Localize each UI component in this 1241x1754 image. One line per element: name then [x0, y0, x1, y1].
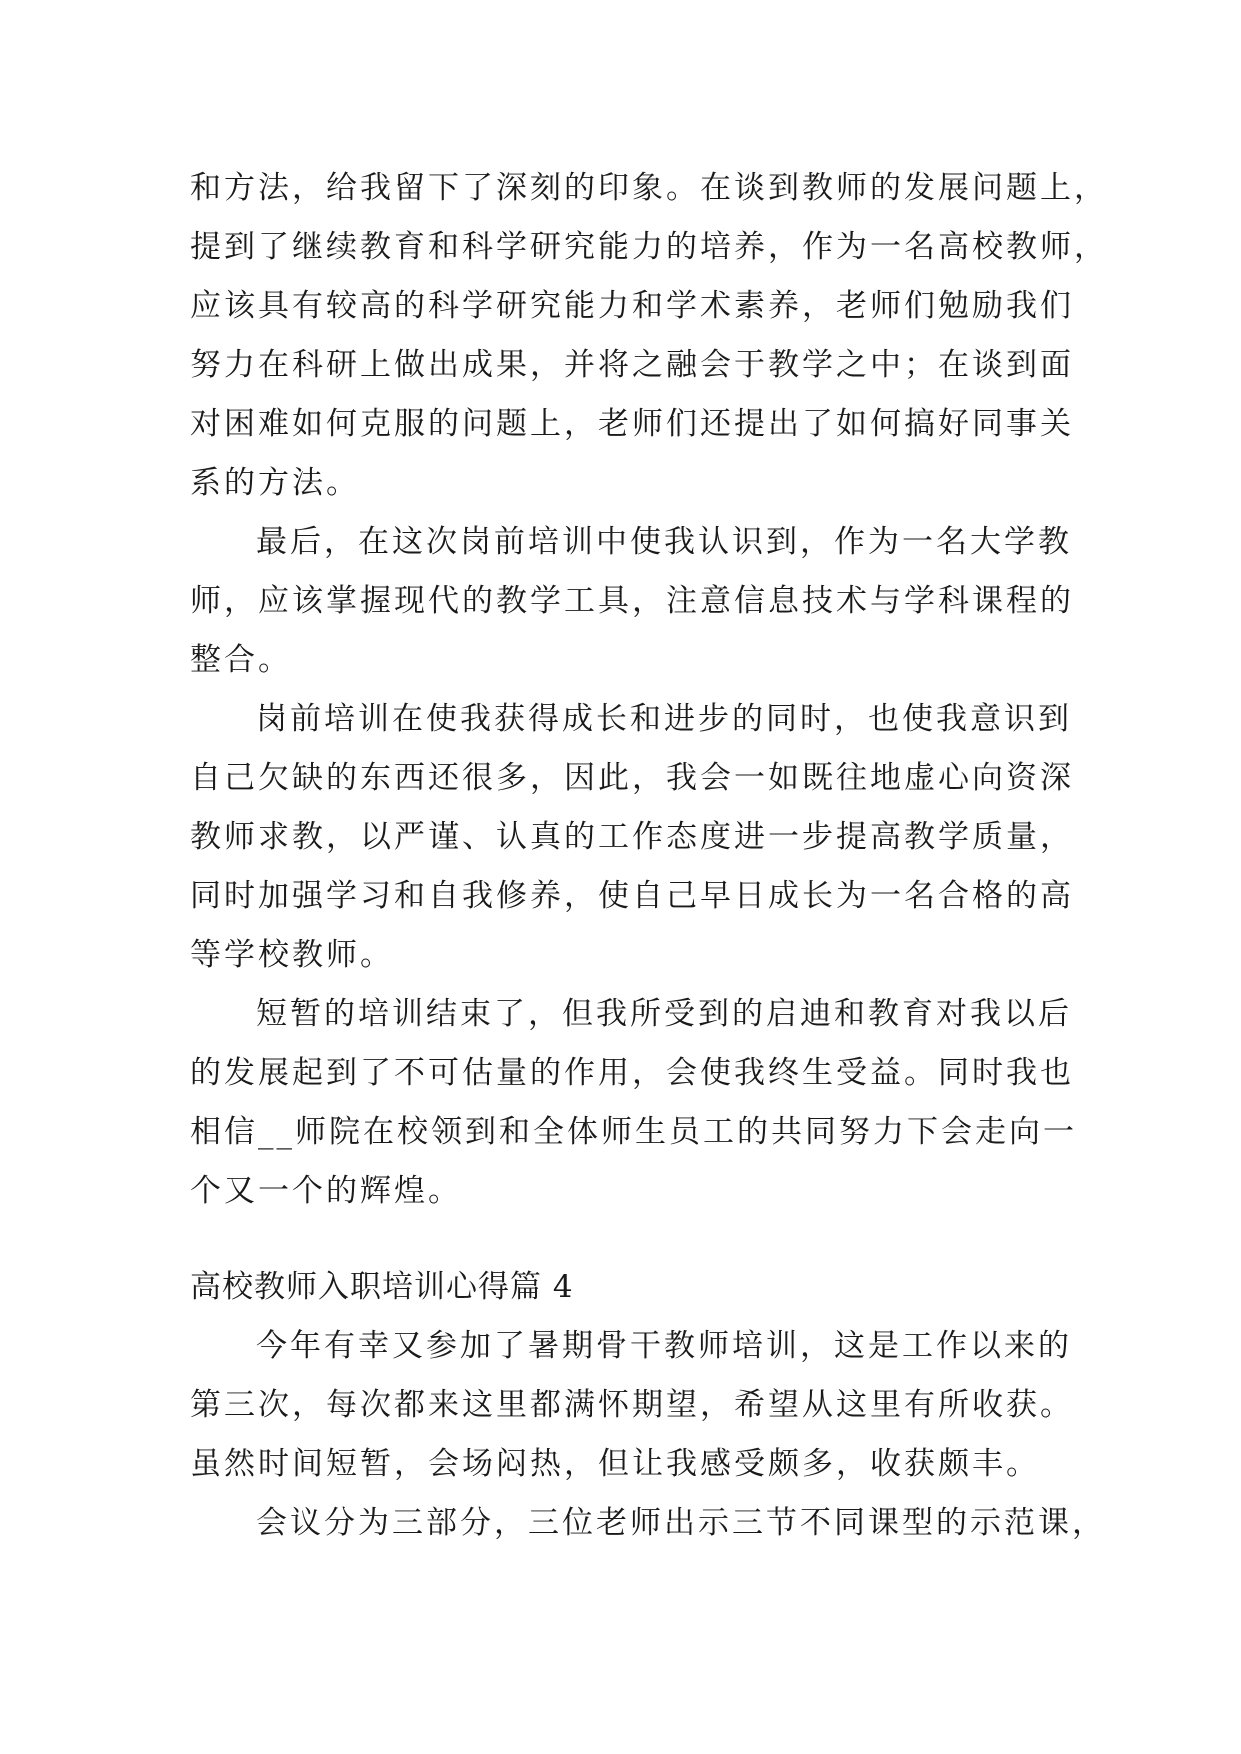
text-line: 对困难如何克服的问题上，老师们还提出了如何搞好同事关: [190, 406, 1074, 442]
paragraph-start-line: 今年有幸又参加了暑期骨干教师培训，这是工作以来的: [256, 1328, 1072, 1364]
section-heading: 高校教师入职培训心得篇 4: [190, 1269, 574, 1305]
paragraph-start-line: 最后，在这次岗前培训中使我认识到，作为一名大学教: [256, 524, 1072, 560]
text-line: 的发展起到了不可估量的作用，会使我终生受益。同时我也: [190, 1055, 1074, 1091]
text-line: 努力在科研上做出成果，并将之融会于教学之中；在谈到面: [190, 347, 1074, 383]
text-line: 第三次，每次都来这里都满怀期望，希望从这里有所收获。: [190, 1387, 1074, 1423]
text-line: 提到了继续教育和科学研究能力的培养，作为一名高校教师，: [190, 229, 1108, 265]
text-line: 等学校教师。: [190, 937, 394, 973]
text-line: 整合。: [190, 642, 292, 678]
text-line: 虽然时间短暂，会场闷热，但让我感受颇多，收获颇丰。: [190, 1446, 1040, 1482]
text-line: 同时加强学习和自我修养，使自己早日成长为一名合格的高: [190, 878, 1074, 914]
text-line: 和方法，给我留下了深刻的印象。在谈到教师的发展问题上，: [190, 170, 1108, 206]
text-line: 应该具有较高的科学研究能力和学术素养，老师们勉励我们: [190, 288, 1074, 324]
text-line: 个又一个的辉煌。: [190, 1173, 462, 1209]
text-line: 相信__师院在校领到和全体师生员工的共同努力下会走向一: [190, 1114, 1077, 1150]
paragraph-start-line: 短暂的培训结束了，但我所受到的启迪和教育对我以后: [256, 996, 1072, 1032]
text-line: 师，应该掌握现代的教学工具，注意信息技术与学科课程的: [190, 583, 1074, 619]
text-line: 自己欠缺的东西还很多，因此，我会一如既往地虚心向资深: [190, 760, 1074, 796]
paragraph-start-line: 会议分为三部分，三位老师出示三节不同课型的示范课，: [256, 1505, 1106, 1541]
text-line: 教师求教，以严谨、认真的工作态度进一步提高教学质量，: [190, 819, 1074, 855]
paragraph-start-line: 岗前培训在使我获得成长和进步的同时，也使我意识到: [256, 701, 1072, 737]
text-line: 系的方法。: [190, 465, 360, 501]
